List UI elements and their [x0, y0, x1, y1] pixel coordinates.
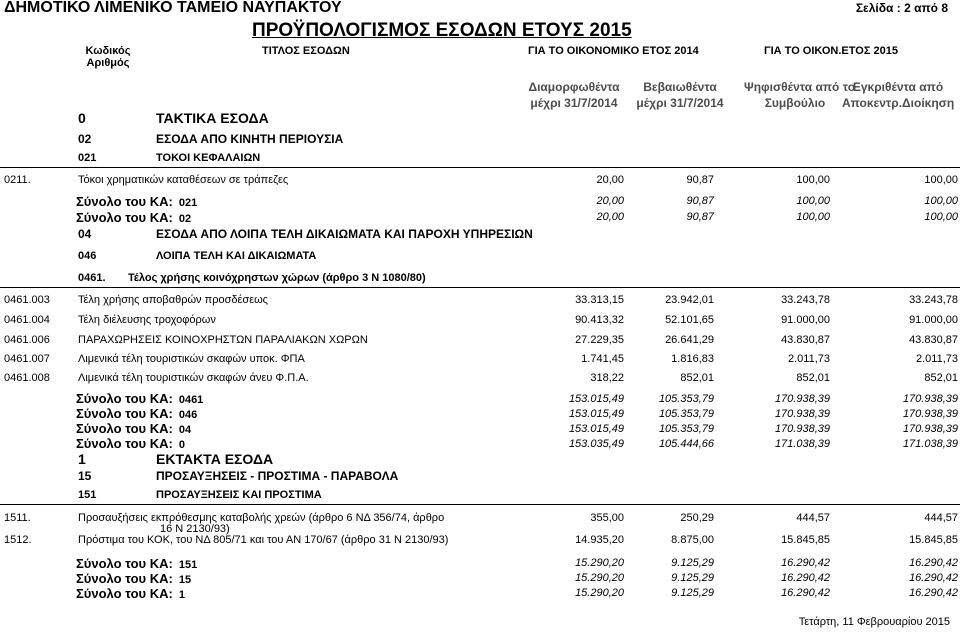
- row-value-certified: 90,87: [686, 174, 714, 186]
- row-title: Λιμενικά τέλη τουριστικών σκαφών άνευ Φ.Π.Α.: [78, 372, 309, 384]
- row-value-formed: 33.313,15: [575, 294, 624, 306]
- sum-value-formed: 15.290,20: [575, 587, 624, 599]
- sum-label: Σύνολο του ΚΑ:: [76, 194, 173, 209]
- row-value-voted: 2.011,73: [787, 353, 830, 365]
- column-header-formed: [524, 79, 624, 111]
- row-value-approved: 444,57: [924, 512, 958, 524]
- row-value-formed: 27.229,35: [575, 334, 624, 346]
- sum-value-formed: 20,00: [596, 195, 624, 207]
- row-value-voted: 100,00: [796, 174, 830, 186]
- sum-code: 1: [178, 589, 185, 601]
- sum-value-formed: 20,00: [596, 211, 624, 223]
- sum-label: Σύνολο του ΚΑ:: [76, 406, 173, 421]
- divider: [0, 167, 960, 168]
- sum-value-formed: 153.015,49: [568, 423, 624, 435]
- category-title: ΛΟΙΠΑ ΤΕΛΗ ΚΑΙ ΔΙΚΑΙΩΜΑΤΑ: [156, 250, 317, 262]
- sum-value-formed: 153.035,49: [568, 438, 624, 450]
- row-value-certified: 8.875,00: [671, 534, 714, 546]
- row-value-voted: 33.243,78: [781, 294, 830, 306]
- category-code: 1: [78, 451, 86, 467]
- column-header-code-line2: Αριθμός: [86, 57, 130, 69]
- row-title: Τέλη χρήσης αποβαθρών προσδέσεως: [78, 294, 268, 306]
- sum-value-voted: 171.038,39: [774, 438, 830, 450]
- sum-value-certified: 90,87: [686, 211, 714, 223]
- sum-row: [76, 209, 191, 227]
- category-title: Τέλος χρήσης κοινόχρηστων χώρων (άρθρο 3 Ν 1080/80): [128, 272, 426, 284]
- sum-value-certified: 9.125,29: [671, 557, 714, 569]
- row-value-formed: 355,00: [590, 512, 624, 524]
- sum-label: Σύνολο του ΚΑ:: [76, 436, 173, 451]
- sum-label: Σύνολο του ΚΑ:: [76, 391, 173, 406]
- column-header-certified: [630, 79, 730, 111]
- column-header-code: [78, 45, 138, 69]
- category-code: 0461.: [78, 272, 106, 284]
- row-code: 0461.004: [4, 314, 50, 326]
- sum-label: Σύνολο του ΚΑ:: [76, 421, 173, 436]
- category-code: 04: [78, 227, 92, 241]
- divider: [0, 287, 960, 288]
- column-header-certified-line1: Βεβαιωθέντα: [643, 80, 717, 94]
- row-code: 0461.006: [4, 334, 50, 346]
- sum-code: 04: [178, 424, 192, 436]
- row-title: Τέλη διέλευσης τροχοφόρων: [78, 314, 216, 326]
- row-value-voted: 91.000,00: [781, 314, 830, 326]
- sum-code: 0: [178, 439, 185, 451]
- category-title: ΕΚΤΑΚΤΑ ΕΣΟΔΑ: [156, 451, 274, 467]
- sum-label: Σύνολο του ΚΑ:: [76, 571, 173, 586]
- sum-value-formed: 153.015,49: [568, 408, 624, 420]
- column-header-approved: [842, 79, 954, 111]
- row-value-voted: 43.830,87: [781, 334, 830, 346]
- sum-value-formed: 15.290,20: [575, 557, 624, 569]
- row-title: ΠΑΡΑΧΩΡΗΣΕΙΣ ΚΟΙΝΟΧΡΗΣΤΩΝ ΠΑΡΑΛΙΑΚΩΝ ΧΩΡΩΝ: [78, 334, 368, 346]
- sum-value-voted: 170.938,39: [774, 408, 830, 420]
- category-code: 021: [78, 152, 97, 164]
- row-value-approved: 33.243,78: [909, 294, 958, 306]
- column-header-fy2015: ΓΙΑ ΤΟ ΟΙΚΟΝ.ΕΤΟΣ 2015: [764, 45, 898, 57]
- column-header-formed-line1: Διαμορφωθέντα: [528, 80, 620, 94]
- row-value-certified: 23.942,01: [665, 294, 714, 306]
- row-title: Λιμενικά τέλη τουριστικών σκαφών υποκ. ΦΠΑ: [78, 353, 305, 365]
- sum-value-certified: 105.353,79: [658, 393, 714, 405]
- sum-value-approved: 171.038,39: [902, 438, 958, 450]
- row-value-certified: 52.101,65: [665, 314, 714, 326]
- category-code: 0: [78, 110, 86, 126]
- row-value-voted: 444,57: [796, 512, 830, 524]
- sum-value-certified: 9.125,29: [671, 587, 714, 599]
- row-value-approved: 2.011,73: [915, 353, 958, 365]
- row-title: Τόκοι χρηματικών καταθέσεων σε τράπεζες: [78, 174, 289, 186]
- row-value-formed: 90.413,32: [575, 314, 624, 326]
- column-header-voted-line1: Ψηφισθέντα από το: [744, 80, 856, 94]
- category-title: ΕΣΟΔΑ ΑΠΟ ΚΙΝΗΤΗ ΠΕΡΙΟΥΣΙΑ: [156, 132, 344, 146]
- sum-value-approved: 100,00: [924, 211, 958, 223]
- row-code: 0461.007: [4, 353, 50, 365]
- row-code: 0461.003: [4, 294, 50, 306]
- category-code: 15: [78, 469, 92, 483]
- row-value-approved: 43.830,87: [909, 334, 958, 346]
- column-header-approved-line2: Αποκεντρ.Διοίκηση: [842, 96, 955, 110]
- category-code: 151: [78, 489, 97, 501]
- sum-code: 0461: [178, 394, 204, 406]
- row-code: 0461.008: [4, 372, 50, 384]
- category-title: ΤΟΚΟΙ ΚΕΦΑΛΑΙΩΝ: [156, 152, 261, 164]
- divider: [0, 504, 960, 505]
- category-title: ΤΑΚΤΙΚΑ ΕΣΟΔΑ: [156, 110, 269, 126]
- sum-code: 15: [178, 574, 192, 586]
- column-header-code-line1: Κωδικός: [85, 45, 131, 57]
- row-title-continuation: 16 Ν 2130/93): [160, 523, 230, 535]
- category-code: 046: [78, 250, 97, 262]
- sum-value-voted: 100,00: [796, 195, 830, 207]
- page-number: Σελίδα : 2 από 8: [855, 1, 948, 15]
- column-header-voted: [744, 79, 856, 111]
- row-value-certified: 250,29: [680, 512, 714, 524]
- sum-value-formed: 153.015,49: [568, 393, 624, 405]
- sum-code: 02: [178, 213, 192, 225]
- category-title: ΕΣΟΔΑ ΑΠΟ ΛΟΙΠΑ ΤΕΛΗ ΔΙΚΑΙΩΜΑΤΑ ΚΑΙ ΠΑΡΟΧΗ ΥΠΗΡΕΣΙΩΝ: [156, 227, 533, 241]
- sum-value-approved: 16.290,42: [909, 587, 958, 599]
- sum-label: Σύνολο του ΚΑ:: [76, 210, 173, 225]
- sum-value-approved: 16.290,42: [909, 557, 958, 569]
- row-value-formed: 1.741,45: [581, 353, 624, 365]
- row-value-formed: 318,22: [590, 372, 624, 384]
- sum-value-voted: 170.938,39: [774, 393, 830, 405]
- sum-label: Σύνολο του ΚΑ:: [76, 556, 173, 571]
- row-code: 0211.: [4, 174, 31, 186]
- row-value-voted: 852,01: [796, 372, 830, 384]
- sum-value-approved: 16.290,42: [909, 572, 958, 584]
- row-value-approved: 100,00: [924, 174, 958, 186]
- row-value-approved: 852,01: [924, 372, 958, 384]
- sum-value-voted: 16.290,42: [781, 557, 830, 569]
- sum-value-certified: 105.353,79: [658, 408, 714, 420]
- row-value-approved: 15.845,85: [909, 534, 958, 546]
- page-title: ΠΡΟΫΠΟΛΟΓΙΣΜΟΣ ΕΣΟΔΩΝ ΕΤΟΥΣ 2015: [252, 20, 632, 41]
- sum-value-voted: 170.938,39: [774, 423, 830, 435]
- category-code: 02: [78, 132, 92, 146]
- row-value-voted: 15.845,85: [781, 534, 830, 546]
- sum-value-voted: 100,00: [796, 211, 830, 223]
- row-code: 1511.: [4, 512, 31, 524]
- column-header-title: ΤΙΤΛΟΣ ΕΣΟΔΩΝ: [262, 45, 350, 57]
- sum-value-approved: 170.938,39: [902, 393, 958, 405]
- column-header-voted-line2: Συμβούλιο: [764, 96, 826, 110]
- sum-value-certified: 105.444,66: [658, 438, 714, 450]
- row-code: 1512.: [4, 534, 32, 546]
- footer-date: Τετάρτη, 11 Φεβρουαρίου 2015: [798, 616, 950, 628]
- sum-value-voted: 16.290,42: [781, 572, 830, 584]
- category-title: ΠΡΟΣΑΥΞΗΣΕΙΣ ΚΑΙ ΠΡΟΣΤΙΜΑ: [156, 489, 322, 501]
- sum-code: 151: [178, 559, 198, 571]
- column-header-certified-line2: μέχρι 31/7/2014: [636, 96, 724, 110]
- sum-value-approved: 100,00: [924, 195, 958, 207]
- sum-row: [76, 585, 185, 603]
- sum-value-voted: 16.290,42: [781, 587, 830, 599]
- row-value-certified: 852,01: [680, 372, 714, 384]
- column-header-fy2014: ΓΙΑ ΤΟ ΟΙΚΟΝΟΜΙΚΟ ΕΤΟΣ 2014: [528, 45, 699, 57]
- column-header-formed-line2: μέχρι 31/7/2014: [530, 96, 618, 110]
- row-title: Πρόστιμα του ΚΟΚ, του ΝΔ 805/71 και του ΑΝ 170/67 (άρθρο 31 Ν 2130/93): [78, 534, 449, 546]
- row-title: Προσαυξήσεις εκπρόθεσμης καταβολής χρεών (άρθρο 6 ΝΔ 356/74, άρθρο: [78, 512, 445, 524]
- sum-label: Σύνολο του ΚΑ:: [76, 586, 173, 601]
- sum-value-formed: 15.290,20: [575, 572, 624, 584]
- sum-value-certified: 9.125,29: [671, 572, 714, 584]
- sum-code: 046: [178, 409, 198, 421]
- sum-code: 021: [178, 197, 198, 209]
- row-value-formed: 20,00: [596, 174, 624, 186]
- sum-value-approved: 170.938,39: [902, 423, 958, 435]
- row-value-certified: 1.816,83: [671, 353, 714, 365]
- row-value-approved: 91.000,00: [909, 314, 958, 326]
- column-header-approved-line1: Εγκριθέντα από: [852, 80, 944, 94]
- sum-value-certified: 105.353,79: [658, 423, 714, 435]
- sum-value-approved: 170.938,39: [902, 408, 958, 420]
- sum-value-certified: 90,87: [686, 195, 714, 207]
- category-title: ΠΡΟΣΑΥΞΗΣΕΙΣ - ΠΡΟΣΤΙΜΑ - ΠΑΡΑΒΟΛΑ: [156, 469, 399, 483]
- organization-name: ΔΗΜΟΤΙΚΟ ΛΙΜΕΝΙΚΟ ΤΑΜΕΙΟ ΝΑΥΠΑΚΤΟΥ: [4, 0, 342, 16]
- row-value-certified: 26.641,29: [665, 334, 714, 346]
- row-value-formed: 14.935,20: [575, 534, 624, 546]
